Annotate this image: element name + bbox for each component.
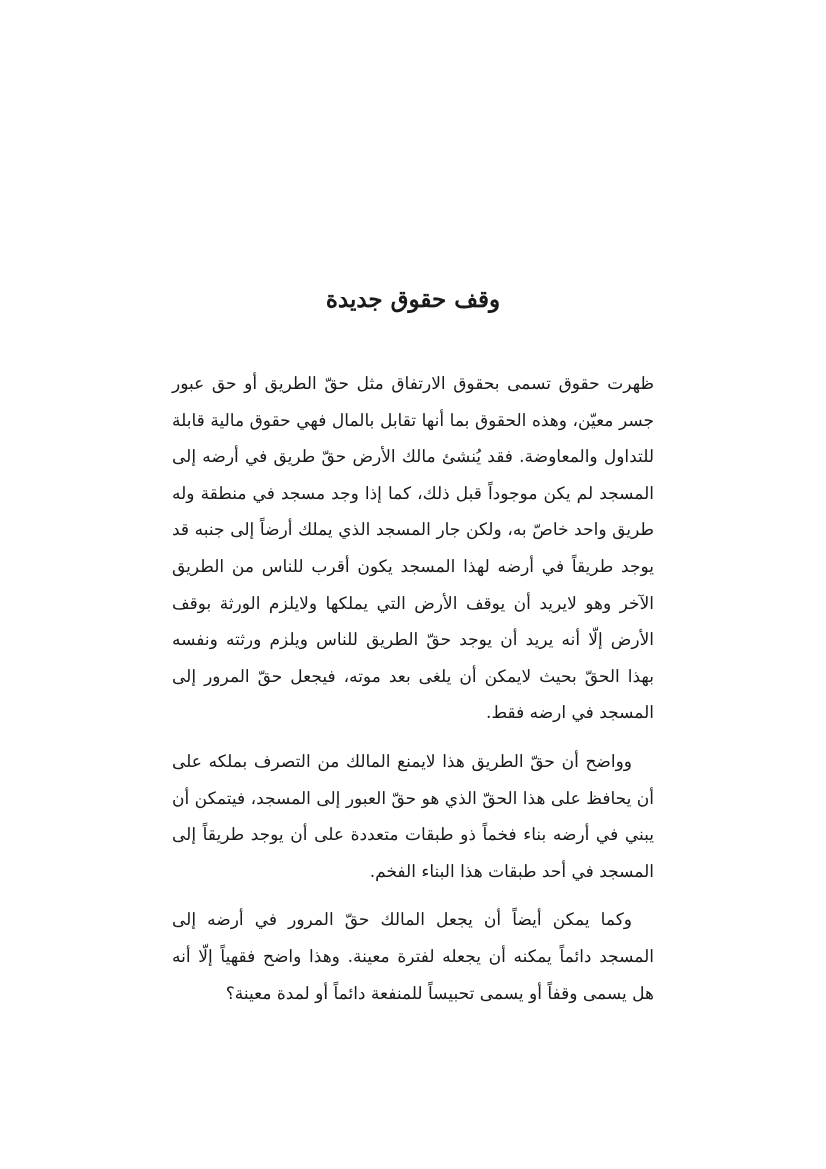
paragraph-3: وكما يمكن أيضاً أن يجعل المالك حقّ المرور في أرضه إلى المسجد دائماً يمكنه أن يجعله لفترة معينة. وهذا واضح فقهياً إلّا أنه هل يسمى وقفاً أو يسمى تحبيساً للمنفعة دائماً أو لمدة معينة؟ xyxy=(172,910,654,1004)
paragraph-2: وواضح أن حقّ الطريق هذا لايمنع المالك من التصرف بملكه على أن يحافظ على هذا الحقّ الذي هو حقّ العبور إلى المسجد، فيتمكن أن يبني في أرضه بناء فخماً ذو طبقات متعددة على أن يوجد طريقاً إلى المسجد في أحد طبقات هذا البناء الفخم. xyxy=(172,751,654,882)
page-title: وقف حقوق جديدة xyxy=(325,286,501,313)
document-body xyxy=(172,366,654,1024)
paragraph-1: ظهرت حقوق تسمى بحقوق الارتفاق مثل حقّ الطريق أو حق عبور جسر معيّن، وهذه الحقوق بما أنها تقابل بالمال فهي حقوق مالية قابلة للتداول والمعاوضة. فقد يُنشئ مالك الأرض حقّ طريق في أرضه إلى المسجد لم يكن موجوداً قبل ذلك، كما إذا وجد مسجد في منطقة وله طريق واحد خاصّ به، ولكن جار المسجد الذي يملك أرضاً إلى جنبه قد يوجد طريقاً في أرضه لهذا المسجد يكون أقرب للناس من الطريق الآخر وهو لايريد أن يوقف الأرض التي يملكها ولايلزم الورثة بوقف الأرض إلّا أنه يريد أن يوجد حقّ الطريق للناس ويلزم ورثته ونفسه بهذا الحقّ بحيث لايمكن أن يلغى بعد موته، فيجعل حقّ المرور إلى المسجد في ارضه فقط. xyxy=(172,374,654,724)
